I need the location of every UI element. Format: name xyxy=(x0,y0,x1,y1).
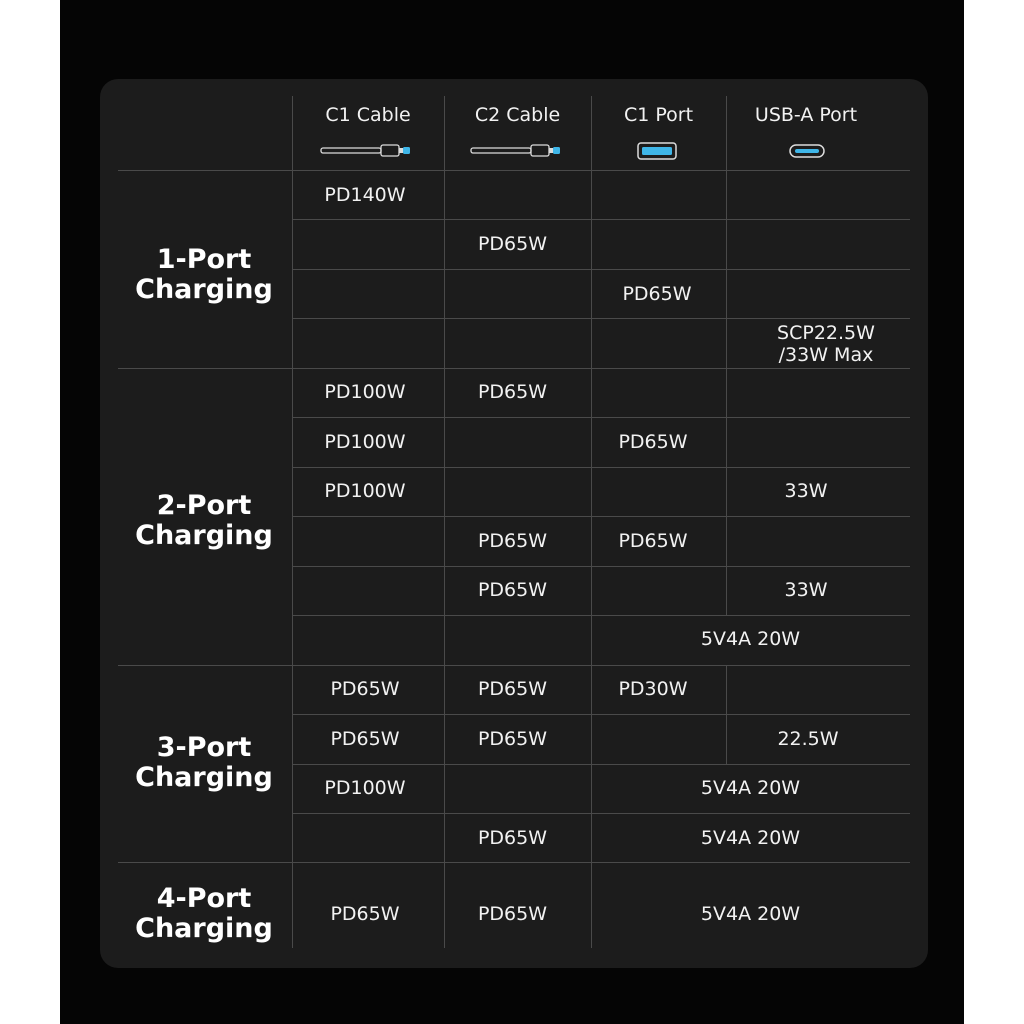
group-label-2-port xyxy=(118,491,290,551)
header-usba-port: USB-A Port xyxy=(754,104,858,126)
column-divider xyxy=(444,96,445,948)
cell-c1-cable: PD100W xyxy=(324,381,406,403)
cell-c1-port-usba-port: 5V4A 20W xyxy=(700,903,801,925)
usb-c-port-icon xyxy=(789,144,825,158)
cell-usba-port: 33W xyxy=(784,480,828,502)
column-divider xyxy=(292,96,293,948)
group-label-4-port xyxy=(118,884,290,944)
group-divider xyxy=(118,368,910,369)
cell-c1-cable: PD140W xyxy=(324,184,406,206)
group-label-line: 3-Port xyxy=(156,732,252,763)
group-label-line: Charging xyxy=(135,762,273,793)
header-c2-cable: C2 Cable xyxy=(474,104,561,126)
column-divider xyxy=(726,96,727,616)
cell-c1-port-usba-port: 5V4A 20W xyxy=(700,777,801,799)
group-label-line: 2-Port xyxy=(156,490,252,521)
usb-c-cable-icon xyxy=(470,143,562,159)
row-divider xyxy=(292,467,910,468)
header-c1-cable: C1 Cable xyxy=(325,104,411,126)
row-divider xyxy=(292,566,910,567)
row-divider xyxy=(292,714,910,715)
cell-c2-cable: PD65W xyxy=(477,728,548,750)
cell-c1-cable: PD65W xyxy=(330,903,400,925)
cell-usba-port: 33W xyxy=(784,579,828,601)
group-divider xyxy=(118,665,910,666)
usb-c-cable-icon xyxy=(320,143,412,159)
cell-c1-cable: PD65W xyxy=(330,728,400,750)
cell-c2-cable: PD65W xyxy=(477,903,548,925)
cell-c2-cable: PD65W xyxy=(477,827,548,849)
cell-c1-cable: PD100W xyxy=(324,777,406,799)
cell-c2-cable: PD65W xyxy=(477,233,548,255)
row-divider xyxy=(292,615,910,616)
group-label-line: 1-Port xyxy=(156,244,252,275)
cell-c1-port-usba-port: 5V4A 20W xyxy=(700,628,801,650)
cell-c1-port-usba-port: 5V4A 20W xyxy=(700,827,801,849)
row-divider xyxy=(292,219,910,220)
group-label-line: 4-Port xyxy=(156,883,252,914)
cell-c1-cable: PD100W xyxy=(324,431,406,453)
row-divider xyxy=(292,417,910,418)
group-label-line: Charging xyxy=(135,913,273,944)
cell-c1-cable: PD100W xyxy=(324,480,406,502)
group-label-line: Charging xyxy=(135,274,273,305)
cell-usba-port: /33W Max xyxy=(778,344,874,366)
cell-c1-port: PD65W xyxy=(618,530,688,552)
cell-c1-port: PD65W xyxy=(622,283,692,305)
group-divider xyxy=(118,170,910,171)
cell-usba-port: SCP22.5W xyxy=(777,322,875,344)
usb-a-port-icon xyxy=(637,142,677,160)
row-divider xyxy=(292,813,910,814)
row-divider xyxy=(292,269,910,270)
row-divider xyxy=(292,318,910,319)
cell-c1-cable: PD65W xyxy=(330,678,400,700)
cell-c1-port: PD65W xyxy=(618,431,688,453)
cell-c2-cable: PD65W xyxy=(477,678,548,700)
cell-c2-cable: PD65W xyxy=(477,381,548,403)
cell-c2-cable: PD65W xyxy=(477,579,548,601)
group-label-line: Charging xyxy=(135,520,273,551)
group-label-1-port xyxy=(118,245,290,305)
row-divider xyxy=(292,516,910,517)
cell-usba-port: 22.5W xyxy=(777,728,839,750)
group-label-3-port xyxy=(118,733,290,793)
cell-c1-port: PD30W xyxy=(618,678,688,700)
cell-c2-cable: PD65W xyxy=(477,530,548,552)
header-c1-port: C1 Port xyxy=(623,104,694,126)
group-divider xyxy=(118,862,910,863)
row-divider xyxy=(292,764,910,765)
column-divider xyxy=(591,96,592,948)
